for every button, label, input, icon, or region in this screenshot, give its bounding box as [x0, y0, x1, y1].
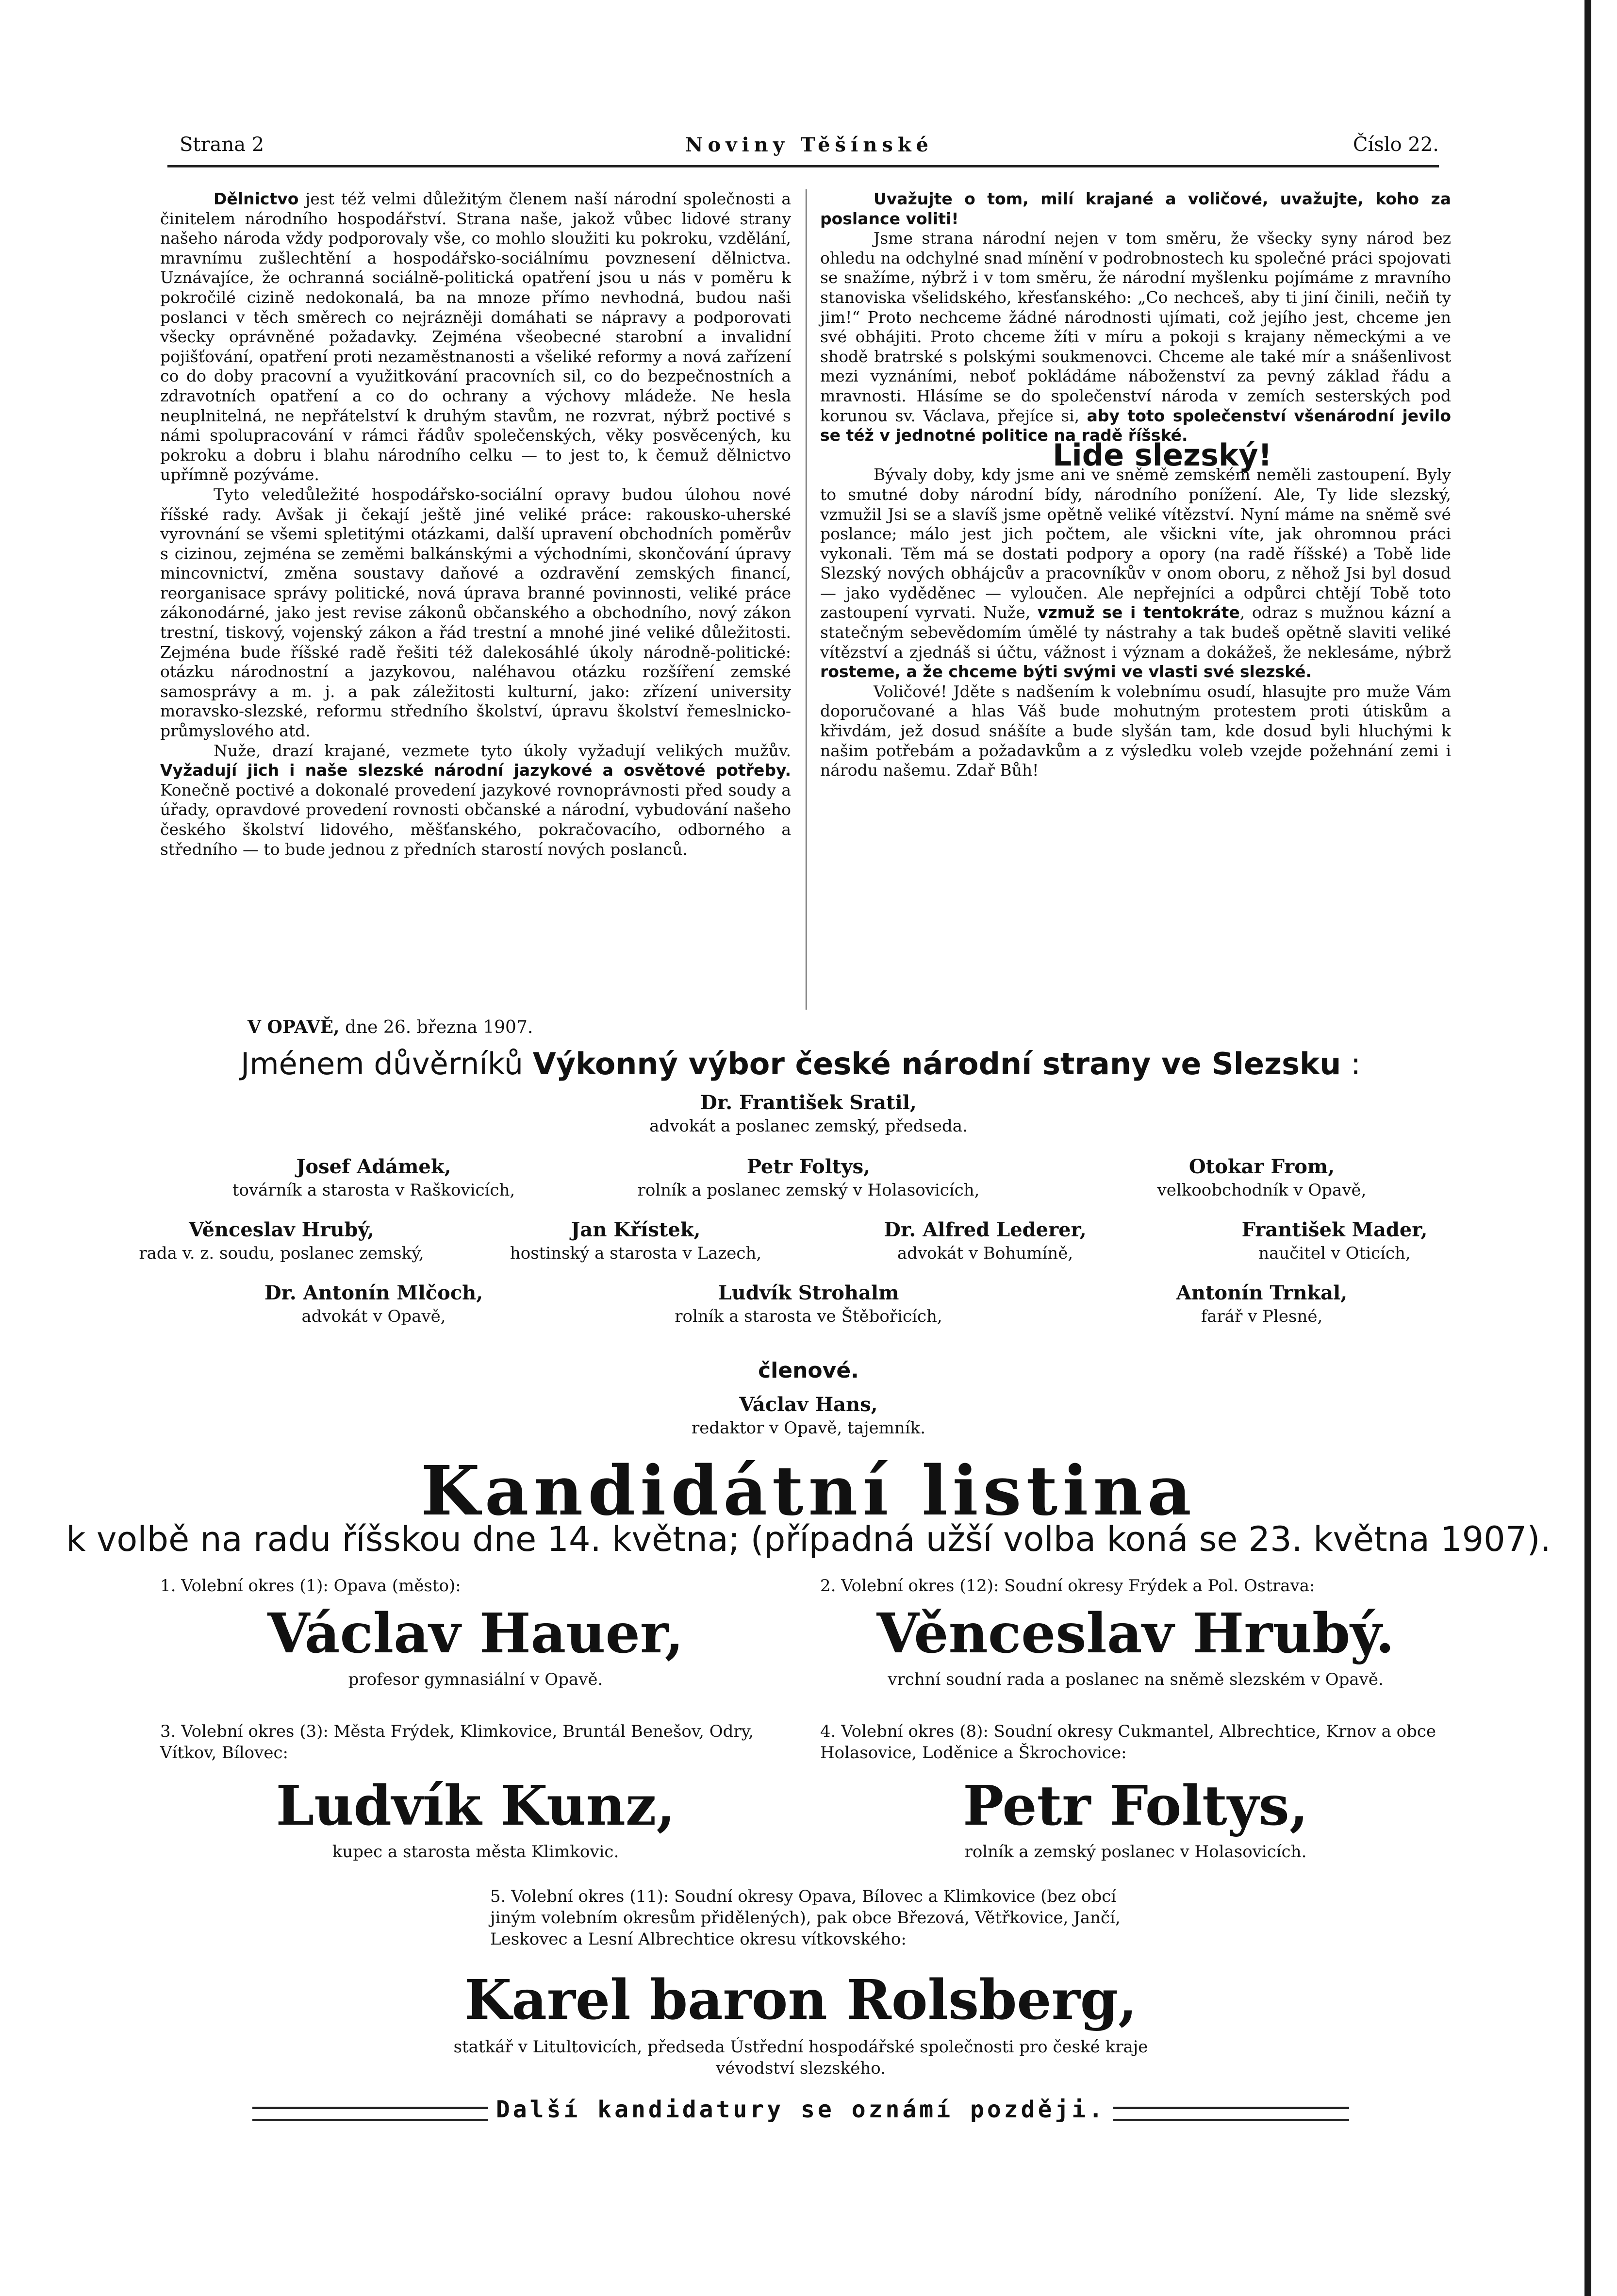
committee-member [78, 1218, 485, 1265]
committee-member [466, 1218, 806, 1265]
candidate-occupation: kupec a starosta města Klimkovic. [332, 1842, 619, 1862]
paragraph-text: Bývaly doby, kdy jsme ani ve sněmě zemském neměli zastoupení. Byly to smutné doby národní bídy, národního ponížení. Ale, Ty lide slezský, vzmužil Jsi se a slavíš jsme opětně veliké vítězství. Nyní máme na sněmě své poslance; málo jest jich počtem, ale všickni víte, jak ohromnou práci vykonali. Těm má se dostati podpory a opory (na radě říšské) a Tobě lide Slezský nových obhájcův a pracovníkův v onom oboru, z něhož Jsi byl dosud — jako vyděděnec — vyloučen. Ale nepřejníci a odpůrci chtějí Tobě toto zastoupení vyrvati. Nuže, [820, 465, 1451, 622]
candidate-name: Karel baron Rolsberg, [464, 1968, 1137, 2032]
member-role: advokát v Bohumíně, [897, 1244, 1073, 1263]
paragraph-text: Konečně poctivé a dokonalé provedení jazykové rovnoprávnosti před soudy a úřady, opravdové provedení rovnosti občanské a národní, vybudování našeho českého školství lidového, měšťanského, pokračovacího, odborného a středního — to bude jednou z předních starostí nových poslanců. [160, 780, 791, 859]
dateline-date: dne 26. března 1907. [339, 1017, 533, 1037]
committee-member [566, 1155, 1051, 1202]
member-name: Petr Foltys, [746, 1155, 871, 1178]
committee-member [1165, 1218, 1504, 1265]
member-role: rada v. z. soudu, poslanec zemský, [139, 1244, 424, 1263]
committee-member [815, 1218, 1155, 1265]
emphasis-text: aby toto společenství všenárodní jevilo se též v jednotné politice na radě říšské. [820, 406, 1451, 445]
committee-member [131, 1281, 616, 1328]
dateline [248, 1017, 533, 1037]
member-role: továrník a starosta v Raškovicích, [232, 1181, 515, 1200]
committee-member [1019, 1155, 1504, 1202]
member-name: Otokar From, [1188, 1155, 1335, 1178]
candidate-occupation: vrchní soudní rada a poslanec na sněmě slezském v Opavě. [888, 1670, 1384, 1689]
committee-secretary [566, 1393, 1051, 1440]
district-label: 5. Volební okres (11): Soudní okresy Opava, Bílovec a Klimkovice (bez obcí jiným volebním okresům přidělených), pak obce Březová, Větřkovice, Jančí, Leskovec a Lesní Albrechtice okresu vítkovského: [490, 1887, 1121, 1949]
paragraph-text: jest též velmi důležitým členem naší národní společnosti a činitelem národního hospodářství. Strana naše, jakož vůbec lidové strany našeho národa vždy podporovaly vše, co mohlo sloužiti ku pokroku, vzdělání, mravnímu zušlechtění a hospodářsko-sociálnímu povznesení dělnictva. Uznávajíce, že ochranná sociálně-politická opatření jsou u nás v poměru k pokročilé cizině nedokonalá, ba na mnoze přímo nevhodná, budou naši poslanci v těch směrech co nejrázněji domáhati se nápravy a podporovati všecky oprávněné požadavky. Zejména všeobecné starobní a invalidní pojišťování, opatření proti nezaměstnanosti a všeliké reformy a nová zařízení co do doby pracovní a využitkování pracovních sil, co do bezpečnostních a zdravotních opatření a co do ochrany a výchovy mládeže. Ne hesla neuplnitelná, ne nepřátelství k druhým stavům, ne rozvrat, nýbrž poctivé s námi spolupracování v rámci řádův společenských, věky posvěcených, ku pokroku a dobru i blahu národního celku — to jest to, k čemuž dělnictvo upřímně pozýváme. [160, 189, 791, 484]
member-role: advokát a poslanec zemský, předseda. [649, 1116, 968, 1136]
page-header [180, 133, 1439, 163]
paragraph-voters: Voličové! Jděte s nadšením k volebnímu osudí, hlasujte pro muže Vám doporučované a hlas Váš bude mohutným protestem proti útiskům a křivdám, jež dosud snášíte a bude slyšán tam, kde dosud byli hluchými k našim potřebám a požadavkům a z výsledku voleb vzejde požehnání zemi i národu našemu. Zdař Bůh! [820, 682, 1451, 780]
member-name: Václav Hans, [739, 1393, 878, 1416]
committee-chair [566, 1091, 1051, 1138]
paragraph-text: Nuže, drazí krajané, vezmete tyto úkoly vyžadují velikých mužův. [214, 741, 791, 760]
issue-number: Číslo 22. [1353, 133, 1439, 156]
member-role: farář v Plesné, [1201, 1307, 1323, 1326]
right-column [820, 189, 1451, 781]
candidate-occupation: statkář v Litultovicích, předseda Ústřední hospodářské společnosti pro české kraje vévodství slezského. [453, 2037, 1148, 2078]
candidate-name: Petr Foltys, [963, 1774, 1308, 1838]
paragraph-silesian [820, 465, 1451, 682]
committee-member [1019, 1281, 1504, 1328]
committee-members-label [566, 1359, 1051, 1382]
committee-name: Výkonný výbor české národní strany ve Slezsku [532, 1046, 1341, 1081]
member-name: Dr. Antonín Mlčoch, [264, 1281, 483, 1304]
paragraph-national [820, 229, 1451, 446]
page-edge-rule [1584, 0, 1591, 2296]
district-label: 2. Volební okres (12): Soudní okresy Frýdek a Pol. Ostrava: [820, 1576, 1315, 1596]
paragraph-needs [160, 741, 791, 860]
member-role: rolník a starosta ve Štěbořicích, [675, 1307, 942, 1326]
candidate-list-subtitle: k volbě na radu říšskou dne 14. května; (případná užší volba koná se 23. května 1907). [66, 1519, 1551, 1559]
candidate-name: Ludvík Kunz, [276, 1774, 676, 1838]
newspaper-title: Noviny Těšínské [685, 133, 934, 156]
member-role: redaktor v Opavě, tajemník. [691, 1418, 926, 1438]
section-title: Lide slezský! [1053, 437, 1272, 473]
member-name: Věnceslav Hrubý, [189, 1218, 374, 1241]
footer-note [252, 2096, 1349, 2123]
member-name: Antonín Trnkal, [1176, 1281, 1348, 1304]
committee-intro: Jménem důvěrníků [240, 1046, 533, 1081]
member-role: rolník a poslanec zemský v Holasovicích, [637, 1181, 980, 1200]
paragraph-text: Jsme strana národní nejen v tom směru, že všecky syny národ bez ohledu na odchylné snad mínění v podrobnostech ku společné práci spojovati se snažíme, nýbrž i v tom směru, že národní myšlenku pojímáme z mravního stanoviska všelidského, křesťanského: „Co nechceš, aby ti jiní činili, nečiň ty jim!“ Proto nechceme žádné národnosti ujímati, což jejího jest, chceme jen své obhájiti. Proto chceme žíti v míru a pokoji s krajany německými a ve shodě bratrské s polskými soukmenovci. Chceme ale také mír a snášenlivost mezi vyznáními, neboť pokládáme náboženství za pevný základ řádu a mravnosti. Hlásíme se do společenství národa v zemích sesterských pod korunou sv. Václava, přejíce si, [820, 229, 1451, 425]
candidate-occupation: rolník a zemský poslanec v Holasovicích. [964, 1842, 1307, 1862]
candidate-occupation: profesor gymnasiální v Opavě. [348, 1670, 603, 1689]
header-rule [167, 165, 1439, 167]
candidate-list-title: Kandidátní listina [421, 1451, 1196, 1531]
page-number: Strana 2 [180, 133, 264, 156]
paragraph-text: , odraz s mužnou kázní a statečným sebevědomím úmělé ty nástrahy a tak budeš opětně slaviti veliké vítězství a zjednáš si účtu, vážnost i význam a dokážeš, že neklesáme, nýbrž [820, 603, 1451, 662]
district-label: 3. Volební okres (3): Města Frýdek, Klimkovice, Bruntál Benešov, Odry, Vítkov, Bílovec: [160, 1722, 754, 1763]
emphasis-text: rosteme, a že chceme býti svými ve vlasti své slezské. [820, 662, 1312, 682]
member-name: František Mader, [1241, 1218, 1428, 1241]
appeal-heading: Uvažujte o tom, milí krajané a voličové, uvažujte, koho za poslance voliti! [820, 189, 1451, 228]
member-name: Jan Křístek, [571, 1218, 701, 1241]
district-label: 4. Volební okres (8): Soudní okresy Cukmantel, Albrechtice, Krnov a obce Holasovice, Loděnice a Škrochovice: [820, 1722, 1436, 1763]
committee-member [566, 1281, 1051, 1328]
member-name: Josef Adámek, [296, 1155, 451, 1178]
member-name: Ludvík Strohalm [718, 1281, 899, 1304]
member-role: hostinský a starosta v Lazech, [510, 1244, 762, 1263]
emphasis-text: Vyžadují jich i naše slezské národní jazykové a osvětové potřeby. [160, 761, 791, 780]
emphasis-text: vzmuž se i tentokráte [1037, 603, 1240, 622]
paragraph-reforms: Tyto veledůležité hospodářsko-sociální opravy budou úlohou nové říšské rady. Avšak ji čekají ještě jiné veliké práce: rakousko-uherské vyrovnání se všemi spletitými otázkami, další upravení obchodních poměrův s cizinou, zejména se zeměmi balkánskými a východními, skončování úpravy mincovnictví, změna soustavy daňové a ozdravění zemských financí, reorganisace správy politické, nová úprava branné povinnosti, veliké práce zákonodárné, jako jest revise zákonů občanského a obchodního, nový zákon trestní, tiskový, vojenský zákon a řád trestní a mnohé jiné veliké důležitosti. Zejména bude říšské radě řešiti též dalekosáhlé úkoly národně-politické: otázku národnostní a jazykovou, naléhavou otázku rozšíření zemské samosprávy a m. j. a pak záležitosti kulturní, jako: zřízení university moravsko-slezské, reformu středního školství, úpravu školství řemeslnicko-průmyslového atd. [160, 484, 791, 741]
committee-member [131, 1155, 616, 1202]
committee-title: Jménem důvěrníků Výkonný výbor české národní strany ve Slezsku : [240, 1046, 1361, 1081]
members-label: členové. [758, 1358, 859, 1383]
member-name: Dr. Alfred Lederer, [884, 1218, 1087, 1241]
member-role: naučitel v Oticích, [1258, 1244, 1411, 1263]
lead-word: Dělnictvo [214, 189, 299, 208]
column-divider [806, 189, 807, 1010]
member-name: Dr. František Sratil, [700, 1091, 917, 1114]
candidate-name: Václav Hauer, [267, 1602, 684, 1665]
left-column [160, 189, 791, 859]
candidate-name: Věnceslav Hrubý. [876, 1602, 1395, 1665]
dateline-place: V OPAVĚ, [248, 1017, 340, 1037]
member-role: advokát v Opavě, [301, 1307, 446, 1326]
paragraph-labor [160, 189, 791, 485]
footer-note-text: Další kandidatury se oznámí později. [488, 2096, 1113, 2123]
district-label: 1. Volební okres (1): Opava (město): [160, 1576, 461, 1596]
member-role: velkoobchodník v Opavě, [1157, 1181, 1367, 1200]
